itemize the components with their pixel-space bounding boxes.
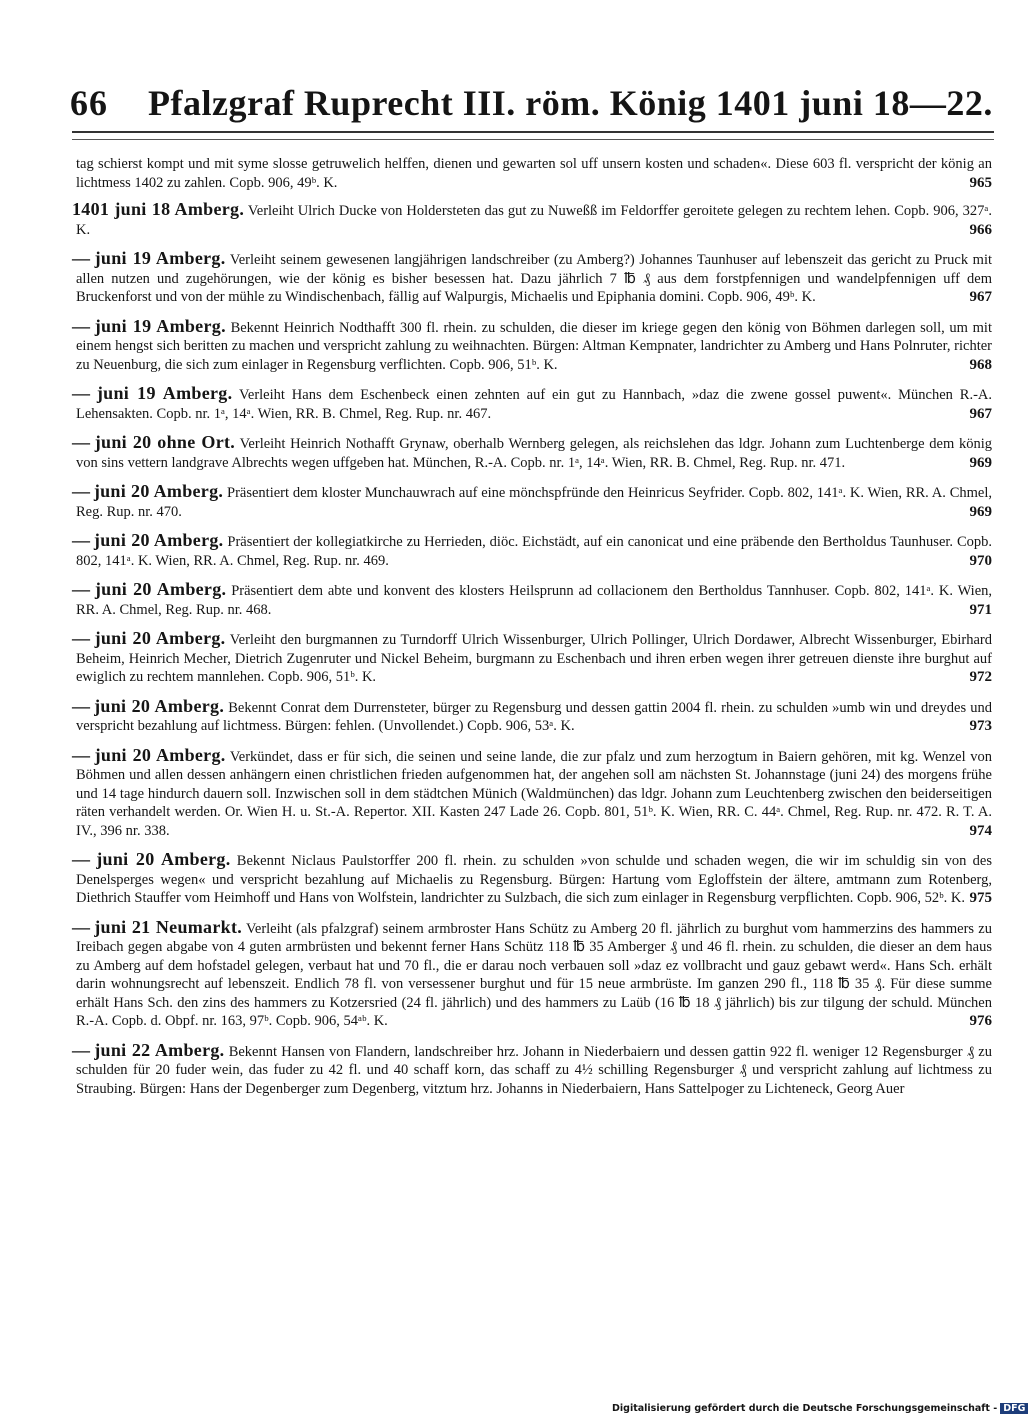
regest-entry bbox=[72, 481, 992, 521]
regest-entry bbox=[72, 383, 993, 423]
entry-text: Präsentiert dem abte und konvent des klosters Heilsprunn ad collacionem den Bertholdus Tannhuser. Copb. 802, 141ᵃ. K. Wien, RR. A. Chmel, Reg. Rup. nr. 468. bbox=[76, 583, 993, 618]
entry-dash: — bbox=[72, 248, 90, 268]
entry-dash: — bbox=[72, 383, 90, 403]
entry-date-place: juni 21 Neumarkt. bbox=[94, 916, 243, 937]
entry-number: 970 bbox=[969, 552, 992, 569]
regest-entry bbox=[72, 432, 992, 472]
regest-entry bbox=[72, 579, 993, 619]
entry-date-place: juni 19 Amberg. bbox=[94, 248, 226, 268]
entry-dash: — bbox=[72, 744, 90, 765]
continuation-entry bbox=[76, 155, 992, 192]
header-rule bbox=[72, 131, 994, 140]
regest-entry bbox=[72, 248, 993, 307]
entry-text: Verleiht Ulrich Ducke von Holdersteten das gut zu Nuweßß im Feldorffer geroitete gelegen zu rechtem lehen. Copb. 906, 327ᵃ. K. bbox=[76, 203, 992, 238]
entry-text: Verleiht den burgmannen zu Turndorff Ulrich Wissenburger, Ulrich Pollinger, Ulrich Dordawer, Albrecht Wissenburger, Ebirhard Beheim, Heinrich Mecher, Dietrich Zugenruter und Nickel Beheim, burgmann zu Eschenbach und ihren erben wegen ihrer getreuen dienste ihre burghut auf ewiglich zu rechtem mannlehen. Copb. 906, 51ᵇ. K. bbox=[76, 632, 993, 685]
entry-number: 975 bbox=[969, 890, 992, 906]
entry-date-place: juni 19 Amberg. bbox=[94, 315, 226, 336]
entry-text: Verleiht seinem gewesenen langjährigen landschreiber (zu Amberg?) Johannes Taunhuser auf lebenszeit das gericht zu Pruck mit allen nutzen und zugehörungen, wie der könig es bisher besessen hat. Dazu jährlich 7 ℔ ₰ aus dem forstpfennigen und wandelpfennigen uff dem Bruckenforst und von der mühle zu Windischenbach, fällig auf Walpurgis, Michaelis und Epiphania domini. Copb. 906, 49ᵇ. K. bbox=[76, 252, 993, 305]
regest-entry bbox=[72, 315, 992, 375]
entry-dash: — bbox=[72, 849, 90, 869]
entry-number: 969 bbox=[969, 503, 992, 520]
footer-credit bbox=[612, 1403, 1028, 1414]
entry-date-place: juni 22 Amberg. bbox=[94, 1039, 225, 1060]
entry-text: Präsentiert dem kloster Munchauwrach auf eine mönchspfründe den Heinricus Seyfrider. Copb. 802, 141ᵃ. K. Wien, RR. A. Chmel, Reg. Rup. nr. 470. bbox=[76, 485, 992, 520]
entry-date-place: juni 20 Amberg. bbox=[94, 695, 225, 716]
entry-dash: — bbox=[72, 579, 90, 599]
regest-entry bbox=[72, 916, 992, 1031]
entry-number: 972 bbox=[969, 669, 992, 685]
regest-entry bbox=[72, 695, 992, 736]
page-header bbox=[70, 82, 992, 130]
entries-list bbox=[72, 155, 993, 1108]
dfg-logo: DFG bbox=[1000, 1403, 1028, 1414]
entry-dash: — bbox=[72, 315, 90, 336]
entry-date-place: juni 20 Amberg. bbox=[94, 579, 227, 599]
entry-number: 971 bbox=[969, 601, 992, 618]
regest-entry bbox=[72, 628, 993, 687]
entry-text: Präsentiert der kollegiatkirche zu Herrieden, diöc. Eichstädt, auf ein canonicat und eine präbende den Bertholdus Taunhuser. Copb. 802, 141ᵃ. K. Wien, RR. A. Chmel, Reg. Rup. nr. 469. bbox=[76, 534, 992, 569]
regest-entry bbox=[72, 530, 992, 570]
entry-number: 965 bbox=[969, 174, 992, 191]
entry-date-place: juni 19 Amberg. bbox=[96, 383, 233, 403]
entry-text: Bekennt Hansen von Flandern, landschreiber hrz. Johann in Niederbaiern und dessen gattin 922 fl. weniger 12 Regensburger ₰ zu schulden für 20 fuder wein, das fuder zu 42 fl. und 40 schaff korn, das schaff zu 4½ schilling Regensburger ₰ und verspricht zahlung auf lichtmess zu Straubing. Bürgen: Hans der Degenberger zum Degenberg, vitztum hrz. Johanns in Niederbaiern, Hans Sattelpoger zu Lichteneck, Georg Auer bbox=[76, 1043, 992, 1097]
entry-number: 967 bbox=[969, 405, 992, 422]
regest-entry bbox=[72, 849, 993, 908]
regest-entry bbox=[72, 744, 992, 841]
regest-entry bbox=[72, 199, 992, 239]
entry-text: Verleiht Hans dem Eschenbeck einen zehnten auf ein gut zu Hannbach, »daz die zwene gossel puwent«. München R.-A. Lehensakten. Copb. nr. 1ᵃ, 14ᵃ. Wien, RR. B. Chmel, Reg. Rup. nr. 467. bbox=[76, 387, 993, 422]
entry-text: Bekennt Heinrich Nodthafft 300 fl. rhein. zu schulden, die dieser im kriege gegen den könig von Böhmen darlegen soll, um mit einem hengst sich beritten zu machen und verspricht zahlung zu weihnachten. Bürgen: Altman Kempnater, landrichter zu Amberg und Hans Polnruter, richter zu Neuenburg, die sich zum einlager in Regensburg verflichten. Copb. 906, 51ᵇ. K. bbox=[76, 319, 992, 373]
page-number: 66 bbox=[70, 83, 108, 123]
entry-date-place: 1401 juni 18 Amberg. bbox=[72, 199, 245, 219]
entry-text: Bekennt Conrat dem Durrensteter, bürger zu Regensburg und dessen gattin 2004 fl. rhein. zu schulden »umb win und dreydes und verspricht bezahlung auf lichtmess. Bürgen: fehlen. (Unvollendet.) Copb. 906, 53ᵃ. K. bbox=[76, 699, 992, 734]
entry-number: 976 bbox=[969, 1013, 992, 1029]
entry-number: 969 bbox=[969, 454, 992, 471]
entry-text: Bekennt Niclaus Paulstorffer 200 fl. rhein. zu schulden »von schulde und schaden wegen, die wir im schuldig sin von des Denelsperges wegen« und verspricht bezahlung auf Michaelis zu Regensburg. Bürgen: Hartung vom Egloffstein der ältere, amtmann zum Rotenberg, Diethrich Stauffer vom Heimhoff und Hans von Wolfstein, landrichter zu Sulzbach, die sich zum einlager in Regensburg verpflichten. Copb. 906, 52ᵇ. K. bbox=[76, 853, 993, 906]
entry-text: Verkündet, dass er für sich, die seinen und seine lande, die zur pfalz und zum herzogtum in Baiern gehören, mit kg. Wenzel von Böhmen und allen dessen anhängern einen christlichen frieden aufgenommen hat, der angehen soll am nächsten St. Johannstage (juni 24) des morgens frühe und 14 tage hindurch dauern soll. Inzwischen soll in dem städtchen Münich (Waldmünchen) das ldgr. Johann zum Leuchtenberg zwischen den beiderseitigen räten verhandelt werden. Or. Wien H. u. St.-A. Repertor. XII. Kasten 247 Lade 26. Copb. 801, 51ᵇ. K. Wien, RR. C. 44ᵃ. Chmel, Reg. Rup. nr. 472. R. T. A. IV., 396 nr. 338. bbox=[76, 748, 992, 839]
entry-number: 974 bbox=[969, 822, 992, 839]
entry-text: Verleiht Heinrich Nothafft Grynaw, oberhalb Wernberg gelegen, als reichslehen das ldgr. Johann zum Luchtenberge dem könig von sins vettern landgrave Albrechts wegen uffgeben hat. München, R.-A. Copb. nr. 1ᵃ, 14ᵃ. Wien, RR. B. Chmel, Reg. Rup. nr. 471. bbox=[76, 436, 992, 471]
entry-dash: — bbox=[72, 916, 90, 937]
entry-text: tag schierst kompt und mit syme slosse getruwelich helffen, dienen und gewarten sol uff unsern kosten und schaden«. Diese 603 fl. verspricht der könig an lichtmess 1402 zu zahlen. Copb. 906, 49ᵇ. K. bbox=[76, 156, 992, 191]
regest-entries bbox=[72, 199, 993, 1098]
footer-text: Digitalisierung gefördert durch die Deutsche Forschungsgemeinschaft - bbox=[612, 1403, 998, 1414]
entry-number: 968 bbox=[969, 356, 992, 373]
entry-number: 973 bbox=[969, 718, 992, 734]
entry-text: Verleiht (als pfalzgraf) seinem armbroster Hans Schütz zu Amberg 20 fl. jährlich zu burghut vom hammerzins des hammers zu Ireibach gegen abgabe von 4 guten armbrüsten und bekennt ferner Hans Schütz 118 ℔ 35 Amberger ₰ und 46 fl. rhein. zu schulden, die dieser an dem haus zu Amberg auf dem hofstadel gelegen, verbaut hat und 70 fl., die er darau noch verbauen soll »daz ez vollbracht und gauz gebawt werd«. Hans Sch. erhält darin wohnungsrecht auf lebenszeit. Endlich 78 fl. von versessener burghut und für 15 neue armbrüste. Im ganzen 290 fl., 118 ℔ 35 ₰. Für diese summe erhält Hans Sch. den zins des hammers zu Kotzersried (24 fl. jährlich) und des hammers zu Laüb (16 ℔ 18 ₰ jährlich) bis zur tilgung der schuld. München R.-A. Copb. d. Obpf. nr. 163, 97ᵇ. Copb. 906, 54ᵃᵇ. K. bbox=[76, 920, 992, 1029]
entry-date-place: juni 20 Amberg. bbox=[93, 530, 224, 550]
entry-dash: — bbox=[72, 695, 90, 716]
entry-dash: — bbox=[72, 481, 90, 501]
entry-date-place: juni 20 Amberg. bbox=[94, 744, 226, 765]
entry-date-place: juni 20 Amberg. bbox=[96, 849, 231, 869]
entry-dash: — bbox=[72, 432, 90, 452]
page-title: Pfalzgraf Ruprecht III. röm. König 1401 juni 18—22. bbox=[148, 83, 993, 123]
entry-date-place: juni 20 Amberg. bbox=[93, 481, 224, 501]
regest-entry bbox=[72, 1039, 992, 1099]
entry-dash: — bbox=[72, 1039, 90, 1060]
entry-date-place: juni 20 Amberg. bbox=[94, 628, 226, 648]
entry-number: 966 bbox=[969, 221, 992, 238]
entry-dash: — bbox=[72, 530, 90, 550]
entry-number: 967 bbox=[969, 289, 992, 305]
entry-dash: — bbox=[72, 628, 90, 648]
entry-date-place: juni 20 ohne Ort. bbox=[94, 432, 236, 452]
